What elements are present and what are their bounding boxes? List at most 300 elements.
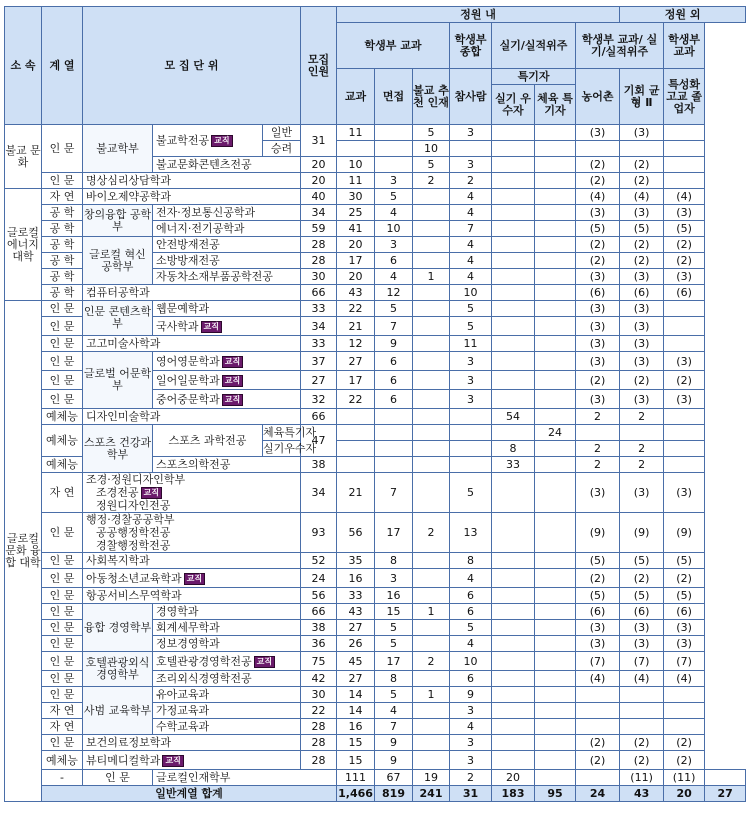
value-cell: (2) — [664, 253, 705, 269]
value-cell: 15 — [375, 604, 413, 620]
value-cell: (4) — [620, 671, 664, 687]
quota-cell: 47 — [301, 425, 337, 457]
total-value: 31 — [450, 786, 492, 802]
value-cell: (2) — [576, 751, 620, 770]
value-cell: (4) — [664, 189, 705, 205]
header-series: 계 열 — [42, 7, 83, 125]
value-cell: 5 — [450, 317, 492, 336]
unit-cell: 스포츠의학전공 — [153, 457, 301, 473]
unit-cell: 경영학과 — [153, 604, 301, 620]
total-quota: 1,466 — [338, 787, 373, 800]
series-cell: 공 학 — [42, 221, 83, 237]
value-cell: 27 — [337, 671, 375, 687]
series-cell: 공 학 — [42, 253, 83, 269]
value-cell: 3 — [450, 125, 492, 141]
value-cell: 8 — [375, 671, 413, 687]
value-cell: (3) — [664, 620, 705, 636]
value-cell: (2) — [576, 237, 620, 253]
value-cell: (5) — [664, 553, 705, 569]
quota-cell: 66 — [301, 604, 337, 620]
quota-cell: 32 — [301, 390, 337, 409]
value-cell: 5 — [375, 636, 413, 652]
value-cell: 7 — [375, 473, 413, 513]
value-cell: 20 — [492, 770, 535, 786]
value-cell: 22 — [337, 390, 375, 409]
value-cell: (9) — [664, 513, 705, 553]
quota-cell: 40 — [301, 189, 337, 205]
value-cell: 2 — [450, 770, 492, 786]
total-label: 일반계열 합계 — [42, 786, 337, 802]
value-cell: (3) — [576, 390, 620, 409]
quota-cell: 34 — [301, 205, 337, 221]
sub-cell: 체육특기자 — [263, 426, 317, 439]
series-cell: 인 문 — [42, 569, 83, 588]
value-cell: 14 — [337, 687, 375, 703]
value-cell: 26 — [337, 636, 375, 652]
teaching-badge: 교직 — [201, 321, 222, 333]
header-teukgija: 특기자 — [492, 69, 576, 85]
quota-cell: 52 — [301, 553, 337, 569]
value-cell: (5) — [664, 221, 705, 237]
value-cell: 14 — [337, 703, 375, 719]
teaching-badge: 교직 — [222, 375, 243, 387]
value-cell: 1 — [413, 687, 450, 703]
value-cell: (3) — [620, 390, 664, 409]
quota-cell: 28 — [301, 253, 337, 269]
total-value: 95 — [535, 786, 576, 802]
value-cell: 10 — [450, 285, 492, 301]
value-cell: (3) — [576, 205, 620, 221]
value-cell: 54 — [492, 409, 535, 425]
sub-cell: 실기우수자 — [263, 442, 317, 455]
value-cell: (5) — [576, 221, 620, 237]
value-cell: 33 — [492, 457, 535, 473]
value-cell: 8 — [492, 441, 535, 457]
series-cell: 인 문 — [42, 671, 83, 687]
value-cell: 2 — [450, 173, 492, 189]
quota-cell: 31 — [301, 125, 337, 157]
value-cell: (9) — [620, 513, 664, 553]
value-cell: 5 — [413, 125, 450, 141]
value-cell: 6 — [450, 671, 492, 687]
value-cell: 17 — [337, 371, 375, 390]
value-cell: 2 — [413, 173, 450, 189]
group-cell: 글로컬 혁신 공학부 — [83, 237, 153, 285]
value-cell: (3) — [576, 125, 620, 141]
value-cell: 4 — [375, 703, 413, 719]
value-cell: 15 — [337, 735, 375, 751]
value-cell: (3) — [576, 352, 620, 371]
unit-cell: 보건의료정보학과 — [83, 735, 301, 751]
header-cheyuk: 체육 특기자 — [535, 85, 576, 125]
unit-cell: 영어영문학과 교직 — [153, 352, 301, 371]
total-value: 819 — [375, 786, 413, 802]
quota-cell: 38 — [301, 620, 337, 636]
value-cell: (2) — [620, 569, 664, 588]
quota-cell: 22 — [301, 703, 337, 719]
value-cell: (6) — [620, 604, 664, 620]
unit-cell: 뷰티메디컬학과 교직 — [83, 751, 301, 770]
value-cell: (3) — [664, 269, 705, 285]
value-cell: (2) — [664, 569, 705, 588]
unit-cell: 아동청소년교육학과 교직 — [83, 569, 301, 588]
unit-cell: 국사학과 교직 — [153, 317, 301, 336]
value-cell: (6) — [576, 285, 620, 301]
series-cell: 인 문 — [83, 770, 153, 786]
affiliation-cell: - — [42, 770, 83, 786]
unit-cell: 유아교육과 — [153, 687, 301, 703]
value-cell: (2) — [664, 735, 705, 751]
quota-cell: 38 — [301, 457, 337, 473]
value-cell: (6) — [664, 604, 705, 620]
series-cell: 인 문 — [42, 173, 83, 189]
series-cell: 예체능 — [42, 751, 83, 770]
quota-cell: 28 — [301, 751, 337, 770]
value-cell: 6 — [375, 253, 413, 269]
value-cell: (3) — [620, 301, 664, 317]
group-cell: 사범 교육학부 — [83, 687, 153, 735]
value-cell: 7 — [375, 317, 413, 336]
unit-cell: 가정교육과 — [153, 703, 301, 719]
value-cell: 4 — [375, 205, 413, 221]
value-cell: 6 — [450, 588, 492, 604]
value-cell: (4) — [664, 671, 705, 687]
unit-cell: 바이오제약공학과 — [83, 189, 301, 205]
value-cell: 2 — [576, 441, 620, 457]
value-cell: 3 — [375, 173, 413, 189]
value-cell: (3) — [620, 317, 664, 336]
value-cell: 2 — [620, 457, 664, 473]
unit-cell: 컴퓨터공학과 — [83, 285, 301, 301]
value-cell: 41 — [337, 221, 375, 237]
value-cell: 5 — [450, 301, 492, 317]
value-cell: 17 — [375, 652, 413, 671]
value-cell: (3) — [620, 269, 664, 285]
value-cell: (3) — [664, 473, 705, 513]
quota-cell: 30 — [301, 687, 337, 703]
total-value: 24 — [576, 786, 620, 802]
quota-cell: 33 — [301, 301, 337, 317]
value-cell: (6) — [620, 285, 664, 301]
unit-cell: 안전방재전공 — [153, 237, 301, 253]
value-cell: 12 — [375, 285, 413, 301]
unit-cell: 에너지·전기공학과 — [153, 221, 301, 237]
value-cell: (2) — [620, 237, 664, 253]
value-cell: 4 — [450, 269, 492, 285]
value-cell: 17 — [375, 513, 413, 553]
series-cell: 예체능 — [42, 457, 83, 473]
series-cell: 예체능 — [42, 409, 83, 425]
value-cell: 2 — [413, 513, 450, 553]
quota-cell: 28 — [301, 237, 337, 253]
series-cell: 인 문 — [42, 352, 83, 371]
series-cell: 인 문 — [42, 652, 83, 671]
group-cell: 인문 콘텐츠학부 — [83, 301, 153, 336]
series-cell: 자 연 — [42, 189, 83, 205]
series-cell: 인 문 — [42, 371, 83, 390]
series-cell: 공 학 — [42, 237, 83, 253]
header-gyogwa: 교과 — [337, 69, 375, 125]
header-gihoe: 기회 균형 Ⅱ — [620, 69, 664, 125]
value-cell: 3 — [450, 390, 492, 409]
value-cell: (2) — [576, 157, 620, 173]
header-silgi: 실기/실적위주 — [492, 23, 576, 69]
quota-cell: 56 — [301, 588, 337, 604]
value-cell: (2) — [664, 751, 705, 770]
value-cell: (3) — [664, 205, 705, 221]
header-silgi-usuja: 실기 우수자 — [492, 85, 535, 125]
unit-cell: 일어일문학과 교직 — [153, 371, 301, 390]
value-cell: 20 — [337, 237, 375, 253]
quota-cell: 34 — [301, 473, 337, 513]
affiliation-global-culture: 글로컬 문화 융합 대학 — [5, 301, 42, 802]
sub-cell: 일반 — [263, 125, 301, 141]
value-cell: (3) — [576, 269, 620, 285]
value-cell: 9 — [450, 687, 492, 703]
value-cell: 1 — [413, 269, 450, 285]
value-cell: 43 — [337, 285, 375, 301]
series-cell: 공 학 — [42, 269, 83, 285]
header-chamsaram: 참사람 — [450, 69, 492, 125]
quota-cell: 20 — [301, 173, 337, 189]
value-cell: 21 — [337, 473, 375, 513]
unit-cell: 회계세무학과 — [153, 620, 301, 636]
unit-cell: 글로컬인재학부 — [153, 770, 337, 786]
value-cell: (3) — [620, 473, 664, 513]
unit-cell: 조리외식경영학전공 — [153, 671, 301, 687]
value-cell: 5 — [375, 620, 413, 636]
value-cell: (2) — [576, 569, 620, 588]
total-value: 183 — [492, 786, 535, 802]
value-cell: 9 — [375, 735, 413, 751]
value-cell: 5 — [413, 157, 450, 173]
value-cell: 5 — [375, 687, 413, 703]
total-value: 20 — [664, 786, 705, 802]
series-cell: 예체능 — [42, 425, 83, 457]
value-cell: 5 — [375, 189, 413, 205]
value-cell: 10 — [450, 652, 492, 671]
unit-cell: 행정·경찰공공학부 공공행정학전공 경찰행정학전공 — [83, 513, 301, 553]
value-cell: (2) — [620, 735, 664, 751]
total-value: 43 — [620, 786, 664, 802]
affiliation-bulgyo: 불교 문화 — [5, 125, 42, 189]
value-cell: 2 — [620, 409, 664, 425]
value-cell: 11 — [337, 173, 375, 189]
value-cell: 2 — [413, 652, 450, 671]
series-cell: 인 문 — [42, 735, 83, 751]
header-teukseonghwa: 특성화 고교 졸업자 — [664, 69, 705, 125]
total-value: 241 — [413, 786, 450, 802]
group-cell: 융합 경영학부 — [83, 604, 153, 652]
value-cell: 27 — [337, 620, 375, 636]
unit-cell: 수학교육과 — [153, 719, 301, 735]
quota-cell: 66 — [301, 409, 337, 425]
teaching-badge: 교직 — [184, 573, 205, 585]
value-cell: 5 — [375, 301, 413, 317]
unit-cell: 웹문예학과 — [153, 301, 301, 317]
quota-cell: 59 — [301, 221, 337, 237]
affiliation-global-energy: 글로컬 에너지 대학 — [5, 189, 42, 301]
value-cell: (3) — [576, 636, 620, 652]
value-cell: 30 — [337, 189, 375, 205]
group-cell: 글로벌 어문학부 — [83, 352, 153, 409]
value-cell: (2) — [664, 371, 705, 390]
value-cell: (3) — [576, 620, 620, 636]
value-cell: 7 — [450, 221, 492, 237]
header-nongeochon: 농어촌 — [576, 69, 620, 125]
unit-cell: 명상심리상담학과 — [83, 173, 301, 189]
value-cell: 35 — [337, 553, 375, 569]
value-cell: 3 — [450, 352, 492, 371]
value-cell: 5 — [450, 473, 492, 513]
quota-cell: 66 — [301, 285, 337, 301]
value-cell: 4 — [450, 569, 492, 588]
value-cell: (3) — [576, 473, 620, 513]
series-cell: 공 학 — [42, 285, 83, 301]
value-cell: 16 — [337, 569, 375, 588]
sub-cell: 승려 — [263, 141, 301, 157]
value-cell: 2 — [620, 441, 664, 457]
series-cell: 인 문 — [42, 687, 83, 703]
header-hakbu-gyogwa2: 학생부 교과 — [664, 23, 705, 69]
quota-cell: 28 — [301, 735, 337, 751]
value-cell: (2) — [576, 173, 620, 189]
value-cell: 20 — [337, 269, 375, 285]
series-cell: 인 문 — [42, 588, 83, 604]
header-hakbu-gyogwa-silgi: 학생부 교과/ 실기/실적위주 — [576, 23, 664, 69]
quota-cell: 33 — [301, 336, 337, 352]
value-cell: (3) — [620, 620, 664, 636]
value-cell: (3) — [620, 336, 664, 352]
unit-cell: 불교문화콘텐츠전공 — [153, 157, 301, 173]
value-cell: 3 — [450, 751, 492, 770]
value-cell: 56 — [337, 513, 375, 553]
value-cell: (4) — [620, 189, 664, 205]
value-cell: 67 — [375, 770, 413, 786]
value-cell: 7 — [375, 719, 413, 735]
header-bulgyo: 불교 추천 인재 — [413, 69, 450, 125]
value-cell: 5 — [450, 620, 492, 636]
value-cell: 9 — [375, 336, 413, 352]
unit-cell: 자동차소재부품공학전공 — [153, 269, 301, 285]
unit-cell: 사회복지학과 — [83, 553, 301, 569]
unit-cell: 호텔관광경영학전공 교직 — [153, 652, 301, 671]
value-cell: 33 — [337, 588, 375, 604]
group-cell: 창의융합 공학부 — [83, 205, 153, 237]
value-cell: (2) — [620, 371, 664, 390]
series-cell: 자 연 — [42, 473, 83, 513]
header-hakbu-jonghap: 학생부 종합 — [450, 23, 492, 69]
value-cell: 17 — [337, 253, 375, 269]
value-cell: 4 — [450, 189, 492, 205]
value-cell: (5) — [664, 588, 705, 604]
value-cell: (2) — [576, 371, 620, 390]
teaching-badge: 교직 — [162, 755, 183, 767]
header-in-quota: 정원 내 — [337, 7, 620, 23]
value-cell: (3) — [576, 336, 620, 352]
value-cell: (5) — [576, 588, 620, 604]
value-cell: 10 — [413, 141, 450, 157]
quota-cell: 42 — [301, 671, 337, 687]
unit-cell: 중어중문학과 교직 — [153, 390, 301, 409]
value-cell: (2) — [576, 253, 620, 269]
value-cell: 24 — [535, 425, 576, 441]
series-cell: 인 문 — [42, 336, 83, 352]
value-cell: (7) — [664, 652, 705, 671]
teaching-badge: 교직 — [222, 394, 243, 406]
group-cell: 불교학부 — [83, 125, 153, 173]
series-cell: 인 문 — [42, 317, 83, 336]
value-cell: 11 — [337, 125, 375, 141]
value-cell: 4 — [450, 636, 492, 652]
series-cell: 인 문 — [42, 636, 83, 652]
value-cell: 27 — [337, 352, 375, 371]
value-cell: (7) — [576, 652, 620, 671]
value-cell: 16 — [337, 719, 375, 735]
quota-cell: 36 — [301, 636, 337, 652]
value-cell: 2 — [576, 409, 620, 425]
value-cell: (9) — [576, 513, 620, 553]
value-cell: 15 — [337, 751, 375, 770]
value-cell: (2) — [620, 157, 664, 173]
value-cell: (6) — [664, 285, 705, 301]
header-myeonjeop: 면접 — [375, 69, 413, 125]
value-cell: (2) — [620, 173, 664, 189]
series-cell: 인 문 — [42, 553, 83, 569]
header-hakbu-gyogwa: 학생부 교과 — [337, 23, 450, 69]
value-cell: 43 — [337, 604, 375, 620]
value-cell: (5) — [620, 553, 664, 569]
value-cell: 12 — [337, 336, 375, 352]
value-cell: 21 — [337, 317, 375, 336]
value-cell: 25 — [337, 205, 375, 221]
value-cell: 10 — [337, 157, 375, 173]
value-cell: 45 — [337, 652, 375, 671]
value-cell: 4 — [375, 269, 413, 285]
unit-cell: 디자인미술학과 — [83, 409, 301, 425]
value-cell: 6 — [375, 352, 413, 371]
value-cell: (11) — [620, 770, 664, 786]
quota-cell: 27 — [301, 371, 337, 390]
value-cell: (4) — [576, 189, 620, 205]
header-unit: 모 집 단 위 — [83, 7, 301, 125]
header-affiliation: 소 속 — [5, 7, 42, 125]
value-cell: (3) — [620, 636, 664, 652]
value-cell: (3) — [576, 301, 620, 317]
value-cell: 22 — [337, 301, 375, 317]
value-cell: (2) — [664, 237, 705, 253]
unit-cell: 불교학전공 교직 — [153, 125, 263, 157]
group-cell: 스포츠 건강과학부 — [83, 425, 153, 473]
value-cell: (3) — [620, 205, 664, 221]
value-cell: 4 — [450, 237, 492, 253]
series-cell: 인 문 — [42, 604, 83, 620]
value-cell: 3 — [375, 569, 413, 588]
value-cell: (7) — [620, 652, 664, 671]
value-cell: 4 — [450, 253, 492, 269]
admission-quota-table — [4, 6, 746, 802]
value-cell: 2 — [576, 457, 620, 473]
quota-cell: 75 — [301, 652, 337, 671]
quota-cell: 20 — [301, 157, 337, 173]
unit-cell: 항공서비스무역학과 — [83, 588, 301, 604]
value-cell: (4) — [576, 671, 620, 687]
series-cell: 인 문 — [42, 125, 83, 173]
value-cell: (5) — [620, 588, 664, 604]
series-cell: 자 연 — [42, 703, 83, 719]
series-cell: 인 문 — [42, 390, 83, 409]
value-cell: (3) — [576, 317, 620, 336]
